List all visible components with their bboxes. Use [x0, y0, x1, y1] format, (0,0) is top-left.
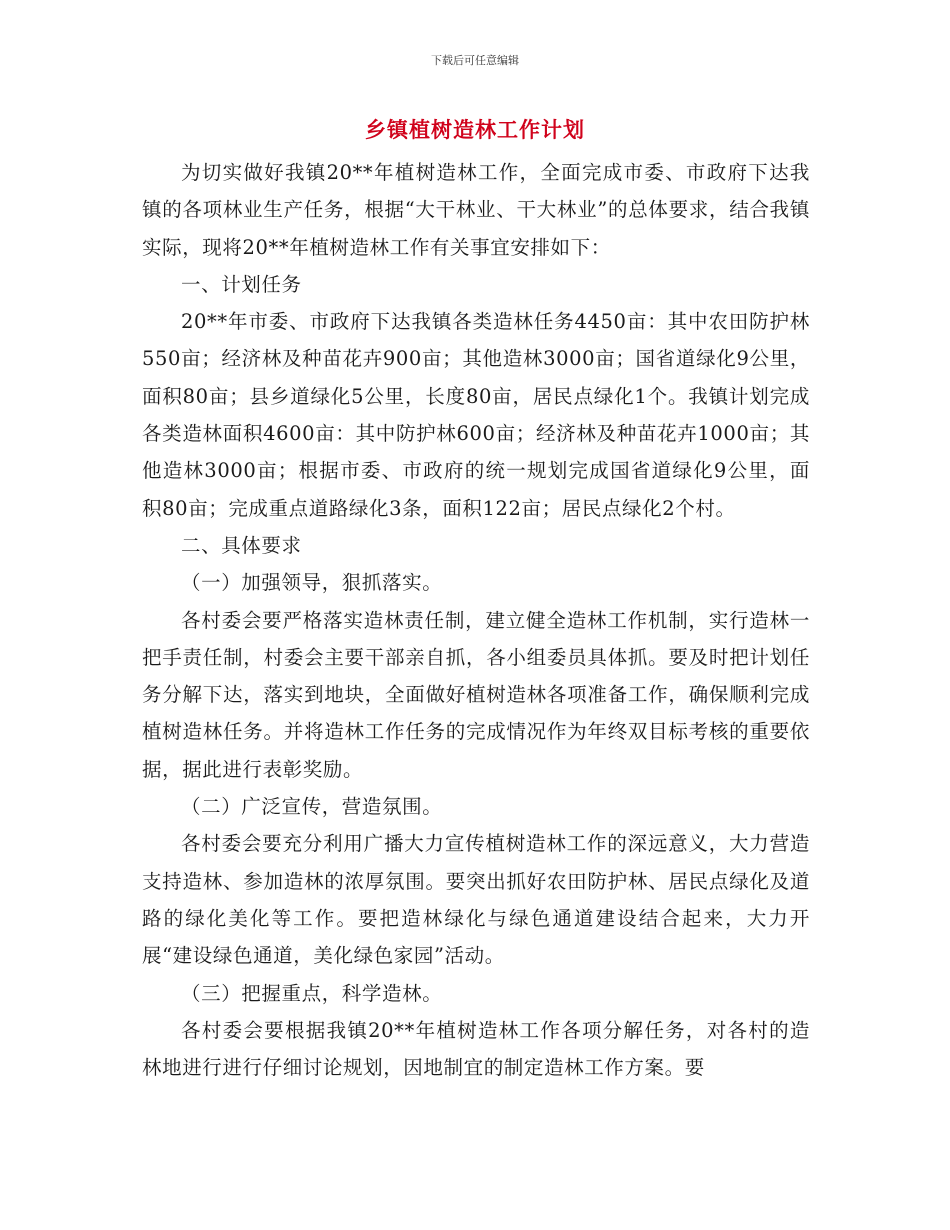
subheading-scientific-planting: （三）把握重点，科学造林。	[181, 981, 443, 1005]
paragraph-publicity: 各村委会要充分利用广播大力宣传植树造林工作的深远意义，大力营造支持造林、参加造林的浓厚氛围。要突出抓好农田防护林、居民点绿化及道路的绿化美化等工作。要把造林绿化与绿色通道建设结合起来，大力开展“建设绿色通道，美化绿色家园”活动。	[142, 832, 810, 968]
paragraph-intro: 为切实做好我镇20**年植树造林工作，全面完成市委、市政府下达我镇的各项林业生产任务，根据“大干林业、干大林业”的总体要求，结合我镇实际，现将20**年植树造林工作有关事宜安排如下：	[142, 161, 810, 259]
header-note: 下载后可任意编辑	[431, 54, 519, 67]
paragraph-leadership: 各村委会要严格落实造林责任制，建立健全造林工作机制，实行造林一把手责任制，村委会主要干部亲自抓，各小组委员具体抓。要及时把计划任务分解下达，落实到地块，全面做好植树造林各项准备工作，确保顺利完成植树造林任务。并将造林工作任务的完成情况作为年终双目标考核的重要依据，据此进行表彰奖励。	[142, 608, 810, 781]
section-heading-requirements: 二、具体要求	[181, 533, 302, 557]
subheading-leadership: （一）加强领导，狠抓落实。	[181, 571, 443, 595]
subheading-publicity: （二）广泛宣传，营造氛围。	[181, 795, 443, 819]
section-heading-plan-tasks: 一、计划任务	[181, 272, 302, 296]
paragraph-plan-tasks: 20**年市委、市政府下达我镇各类造林任务4450亩：其中农田防护林550亩；经济林及种苗花卉900亩；其他造林3000亩；国省道绿化9公里，面积80亩；县乡道绿化5公里，长度80亩，居民点绿化1个。我镇计划完成各类造林面积4600亩：其中防护林600亩；经济林及种苗花卉1000亩；其他造林3000亩；根据市委、市政府的统一规划完成国省道绿化9公里，面积80亩；完成重点道路绿化3条，面积122亩；居民点绿化2个村。	[142, 310, 810, 520]
paragraph-scientific-planting: 各村委会要根据我镇20**年植树造林工作各项分解任务，对各村的造林地进行进行仔细讨论规划，因地制宜的制定造林工作方案。要	[142, 1018, 810, 1080]
document-body	[142, 154, 810, 1086]
page-title: 乡镇植树造林工作计划	[365, 118, 585, 142]
